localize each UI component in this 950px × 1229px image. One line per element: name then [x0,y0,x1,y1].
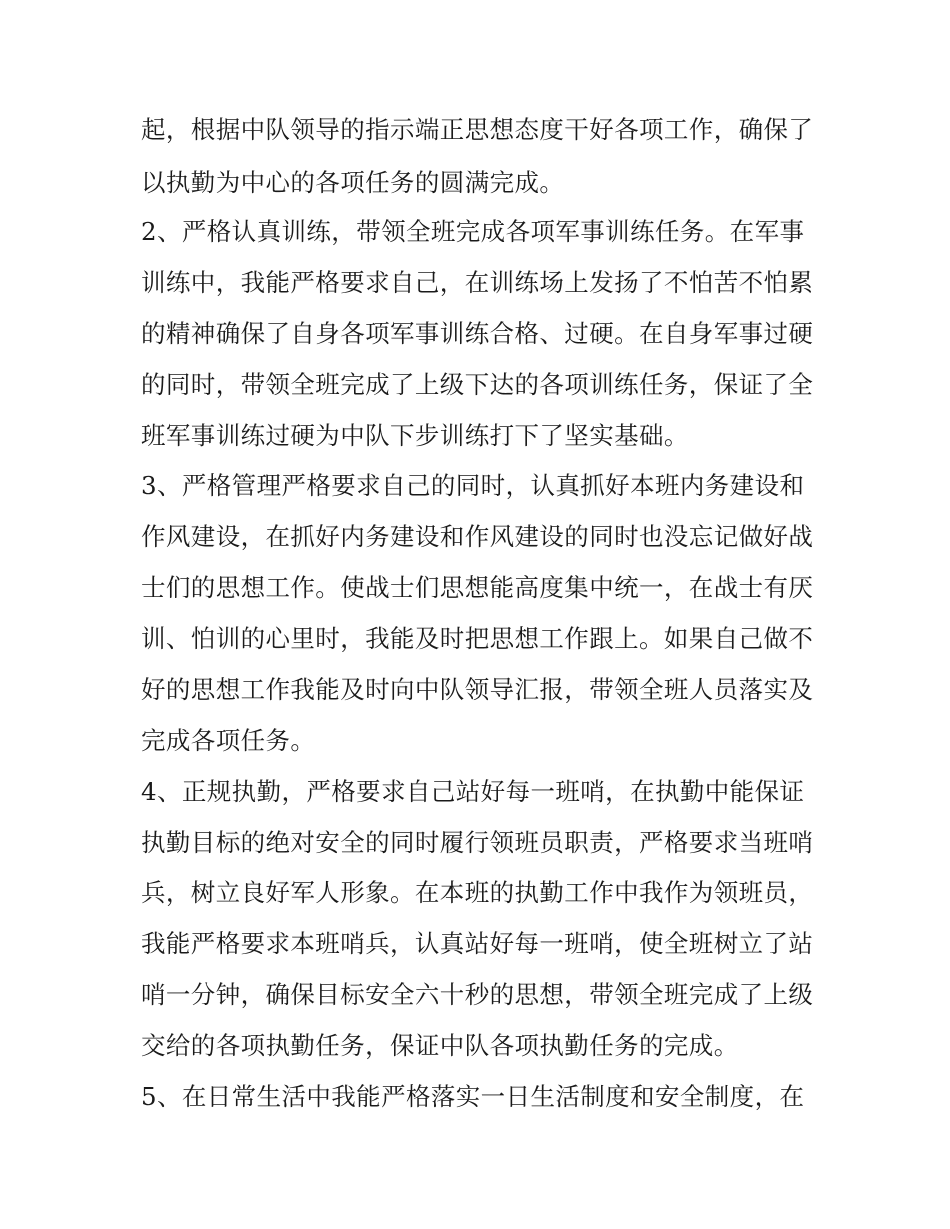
text-line: 3、严格管理严格要求自己的同时，认真抓好本班内务建设和 [141,471,805,500]
text-line: 的精神确保了自身各项军事训练合格、过硬。在自身军事过硬 [141,319,814,348]
text-line: 以执勤为中心的各项任务的圆满完成。 [141,168,565,197]
text-line: 交给的各项执勤任务，保证中队各项执勤任务的完成。 [141,1031,739,1060]
text-line: 起，根据中队领导的指示端正思想态度干好各项工作，确保了 [141,115,814,144]
text-line: 5、在日常生活中我能严格落实一日生活制度和安全制度，在 [141,1082,805,1111]
text-line: 班军事训练过硬为中队下步训练打下了坚实基础。 [141,421,689,450]
text-line: 士们的思想工作。使战士们思想能高度集中统一，在战士有厌 [141,573,814,602]
text-line: 4、正规执勤，严格要求自己站好每一班哨，在执勤中能保证 [141,777,805,806]
text-line: 训、怕训的心里时，我能及时把思想工作跟上。如果自己做不 [141,624,814,653]
text-line: 我能严格要求本班哨兵，认真站好每一班哨，使全班树立了站 [141,929,814,958]
text-line: 训练中，我能严格要求自己，在训练场上发扬了不怕苦不怕累 [141,268,814,297]
text-line: 的同时，带领全班完成了上级下达的各项训练任务，保证了全 [141,370,814,399]
text-line: 作风建设，在抓好内务建设和作风建设的同时也没忘记做好战 [141,522,814,551]
text-line: 2、严格认真训练，带领全班完成各项军事训练任务。在军事 [141,217,805,246]
text-line: 兵，树立良好军人形象。在本班的执勤工作中我作为领班员， [141,878,814,907]
text-line: 好的思想工作我能及时向中队领导汇报，带领全班人员落实及 [141,675,814,704]
text-line: 哨一分钟，确保目标安全六十秒的思想，带领全班完成了上级 [141,980,814,1009]
text-line: 完成各项任务。 [141,726,316,755]
text-line: 执勤目标的绝对安全的同时履行领班员职责，严格要求当班哨 [141,828,814,857]
